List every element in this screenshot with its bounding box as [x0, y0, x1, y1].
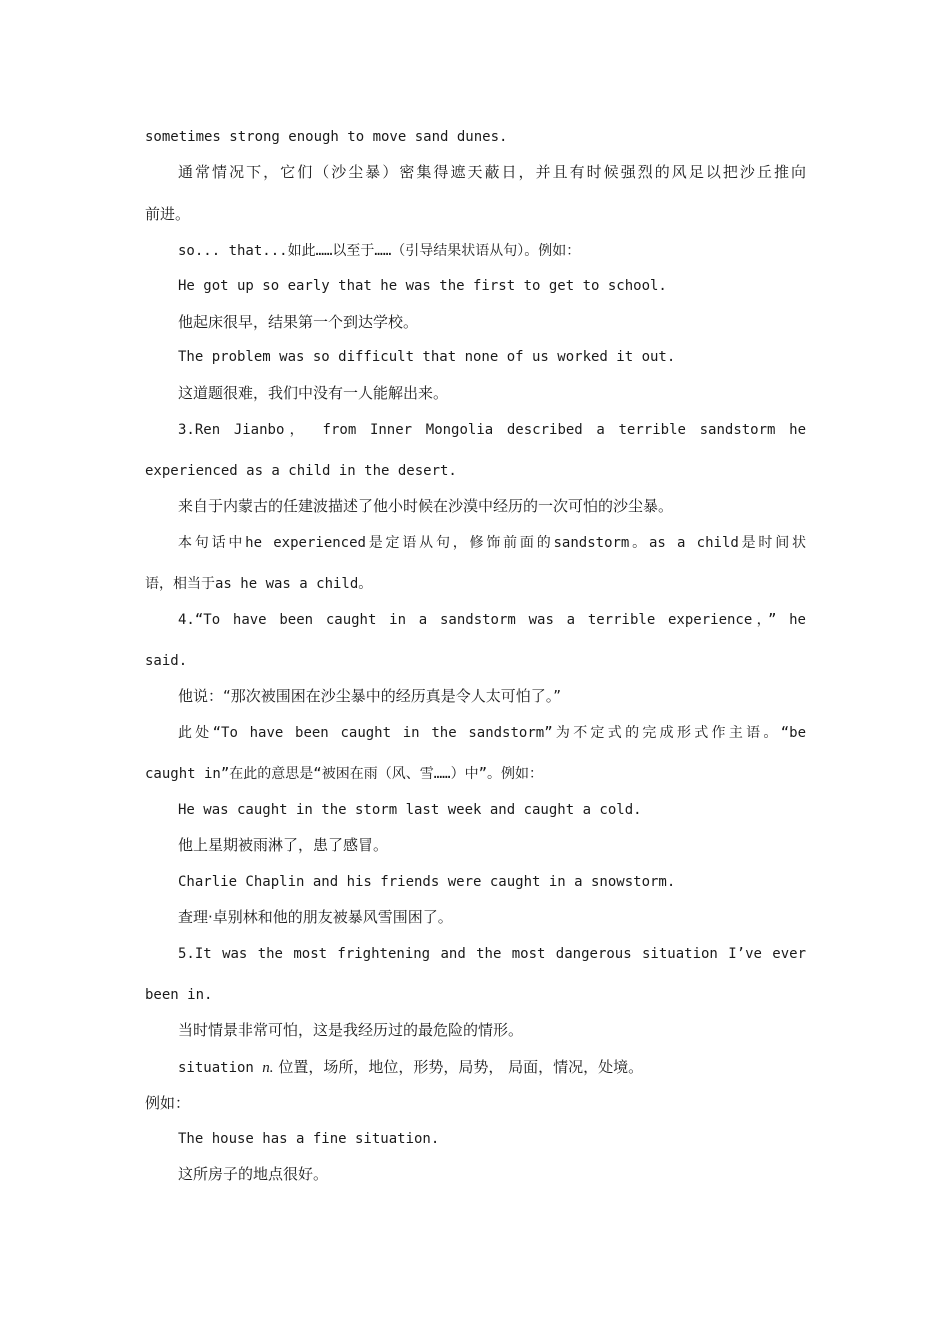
text-line: 3.Ren Jianbo， from Inner Mongolia described a terrible sandstorm he — [178, 422, 806, 438]
definition-text: 位置，场所，地位，形势，局势， 局面，情况，处境。 — [273, 1058, 644, 1076]
text-line: 例如： — [145, 1094, 191, 1112]
text-line: 他上星期被雨淋了，患了感冒。 — [178, 836, 389, 854]
text-line: caught in”在此的意思是“被困在雨（风、雪……）中”。例如： — [145, 766, 544, 782]
text-line: 5.It was the most frightening and the most dangerous situation I’ve ever — [178, 946, 806, 962]
text-line: He got up so early that he was the first to get to school. — [178, 278, 667, 294]
text-line: 查理·卓别林和他的朋友被暴风雪围困了。 — [178, 908, 453, 926]
text-line: 此处“To have been caught in the sandstorm”为不定式的完成形式作主语。“be — [178, 725, 806, 741]
headword: situation — [178, 1060, 263, 1076]
text-line: 这所房子的地点很好。 — [178, 1165, 329, 1183]
text-line: so... that...如此……以至于……（引导结果状语从句）。例如： — [178, 243, 581, 259]
text-line: The house has a fine situation. — [178, 1131, 440, 1147]
text-line: 他起床很早，结果第一个到达学校。 — [178, 313, 419, 331]
text-line: 语，相当于as he was a child。 — [145, 576, 373, 592]
text-line: said. — [145, 653, 188, 669]
text-line: He was caught in the storm last week and caught a cold. — [178, 802, 642, 818]
text-line: 当时情景非常可怕，这是我经历过的最危险的情形。 — [178, 1021, 524, 1039]
text-line: 他说：“那次被围困在沙尘暴中的经历真是令人太可怕了。” — [178, 687, 562, 705]
text-line: sometimes strong enough to move sand dunes. — [145, 129, 508, 145]
text-line: 4.“To have been caught in a sandstorm was a terrible experience，” he — [178, 612, 806, 628]
text-line: 通常情况下，它们（沙尘暴）密集得遮天蔽日，并且有时候强烈的风足以把沙丘推向 — [178, 163, 806, 181]
part-of-speech: n. — [262, 1060, 274, 1076]
text-line: Charlie Chaplin and his friends were caught in a snowstorm. — [178, 874, 676, 890]
text-line: been in. — [145, 987, 213, 1003]
definition-line — [178, 1057, 643, 1077]
text-line: experienced as a child in the desert. — [145, 463, 457, 479]
text-line: 来自于内蒙古的任建波描述了他小时候在沙漠中经历的一次可怕的沙尘暴。 — [178, 497, 674, 515]
text-line: 本句话中he experienced是定语从句，修饰前面的sandstorm。as a child是时间状 — [178, 535, 806, 551]
text-line: 前进。 — [145, 205, 191, 223]
text-line: The problem was so difficult that none of us worked it out. — [178, 349, 676, 365]
text-line: 这道题很难，我们中没有一人能解出来。 — [178, 384, 449, 402]
